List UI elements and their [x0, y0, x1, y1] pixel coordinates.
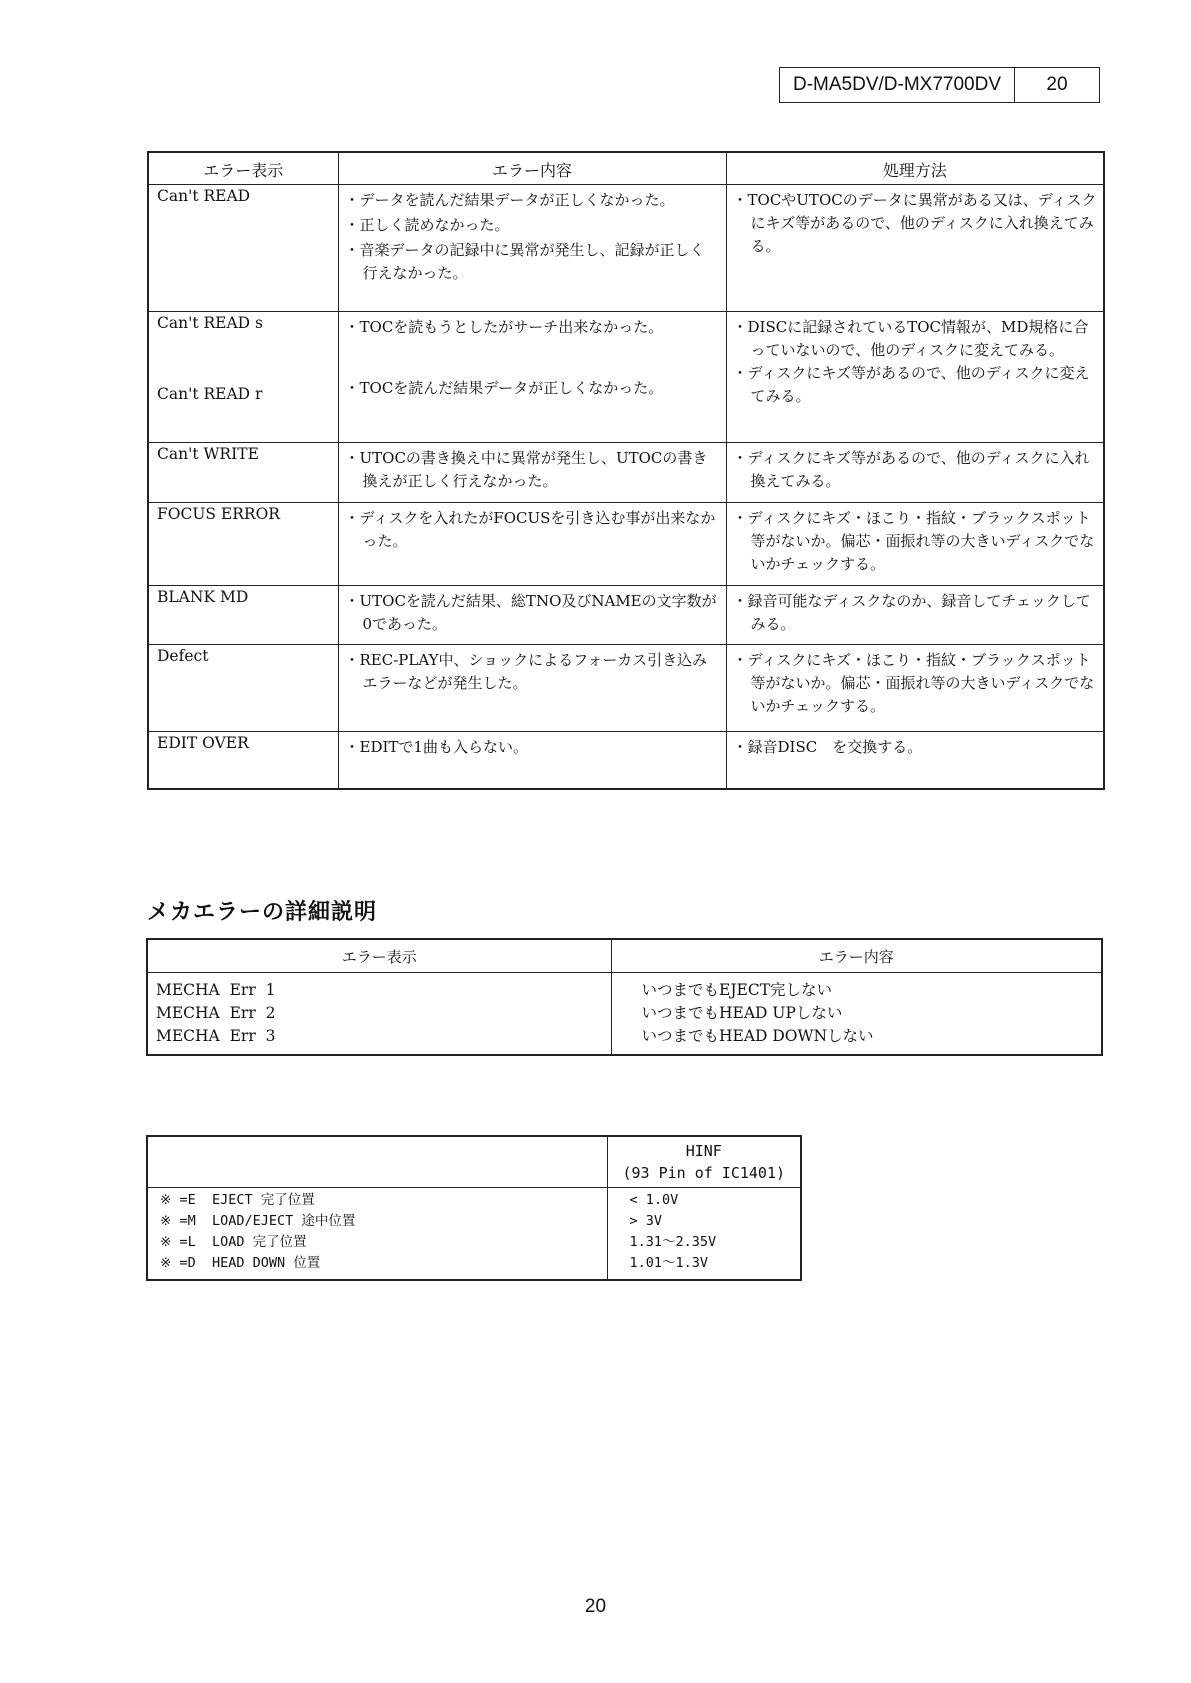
table-row [148, 312, 1104, 443]
list-item: ・ 録音可能なディスクなのか、録音してチェックしてみる。 [733, 590, 1098, 636]
error-code: Defect [157, 647, 209, 665]
list-item: ・ TOCを読んだ結果データが正しくなかった。 [345, 377, 720, 400]
error-content-cell [338, 443, 726, 503]
remedy-cell [726, 312, 1104, 443]
hinf-label: HINF [685, 1142, 722, 1160]
table-row [148, 443, 1104, 503]
doc-header [779, 67, 1100, 103]
remedy-cell [726, 586, 1104, 645]
col-header-error-content: エラー内容 [338, 152, 726, 185]
mecha-content-cell [611, 973, 1102, 1056]
model-number: D-MA5DV/D-MX7700DV [780, 68, 1015, 102]
list-item: ・ ディスクにキズ・ほこり・指紋・ブラックスポット等がないか。偏芯・面振れ等の大きいディスクでないかチェックする。 [733, 507, 1098, 576]
error-code-cell [148, 185, 338, 312]
col-header-error-display: エラー表示 [148, 152, 338, 185]
table-row [148, 645, 1104, 732]
table-row [148, 503, 1104, 586]
table-row [148, 732, 1104, 789]
error-content-cell [338, 645, 726, 732]
position-values-cell [607, 1188, 801, 1280]
error-code: Can't WRITE [157, 445, 259, 463]
section-title: メカエラーの詳細説明 [147, 900, 378, 925]
header-page-number: 20 [1046, 74, 1068, 95]
position-table [146, 1135, 802, 1281]
list-item: ・ 録音DISC を交換する。 [733, 736, 1098, 759]
error-code-cell [148, 312, 338, 443]
list-item: ・ UTOCを読んだ結果、総TNO及びNAMEの文字数が0であった。 [345, 590, 720, 636]
col-header-error-content: エラー内容 [611, 939, 1102, 973]
error-code-cell [148, 503, 338, 586]
error-code: BLANK MD [157, 588, 249, 606]
position-value: < 1.0V [629, 1192, 679, 1208]
page-number: 20 [584, 1596, 607, 1617]
error-content-cell [338, 185, 726, 312]
table-row [147, 1188, 801, 1280]
position-label: ※ =D HEAD DOWN 位置 [160, 1255, 321, 1271]
table-row [148, 586, 1104, 645]
mecha-table-header [147, 939, 1102, 973]
mecha-error-content: いつまでもEJECT完しない [641, 981, 833, 999]
error-code-cell [148, 586, 338, 645]
error-content-cell [338, 503, 726, 586]
list-item: ・ 正しく読めなかった。 [345, 214, 720, 237]
position-label: ※ =E EJECT 完了位置 [160, 1192, 315, 1208]
mecha-error-code: MECHA Err 3 [156, 1027, 276, 1045]
list-item: ・ TOCやUTOCのデータに異常がある又は、ディスクにキズ等があるので、他のディスクに入れ換えてみる。 [733, 189, 1098, 258]
col-header-error-display: エラー表示 [147, 939, 611, 973]
position-label: ※ =L LOAD 完了位置 [160, 1234, 307, 1250]
error-table [147, 151, 1105, 790]
mecha-error-code: MECHA Err 2 [156, 1004, 276, 1022]
position-value: > 3V [629, 1213, 663, 1229]
mecha-error-table [146, 938, 1103, 1056]
hinf-pin-label: (93 Pin of IC1401) [622, 1164, 786, 1182]
remedy-cell [726, 732, 1104, 789]
list-item: ・ TOCを読もうとしたがサーチ出来なかった。 [345, 316, 720, 339]
col-header-blank [147, 1136, 607, 1188]
error-code: FOCUS ERROR [157, 505, 280, 523]
list-item: ・ EDITで1曲も入らない。 [345, 736, 720, 759]
error-code: EDIT OVER [157, 734, 249, 752]
table-row [148, 185, 1104, 312]
mecha-error-code: MECHA Err 1 [156, 981, 276, 999]
position-value: 1.01～1.3V [629, 1255, 709, 1271]
position-labels-cell [147, 1188, 607, 1280]
mecha-codes-cell [147, 973, 611, 1056]
error-code: Can't READ [157, 187, 251, 205]
list-item: ・ ディスクにキズ等があるので、他のディスクに入れ換えてみる。 [733, 447, 1098, 493]
list-item: ・ ディスクを入れたがFOCUSを引き込む事が出来なかった。 [345, 507, 720, 553]
remedy-cell [726, 443, 1104, 503]
mecha-error-content: いつまでもHEAD DOWNしない [641, 1027, 874, 1045]
error-code-cell [148, 443, 338, 503]
error-table-header [148, 152, 1104, 185]
remedy-cell [726, 503, 1104, 586]
list-item: ・ REC-PLAY中、ショックによるフォーカス引き込みエラーなどが発生した。 [345, 649, 720, 695]
mecha-error-content: いつまでもHEAD UPしない [641, 1004, 843, 1022]
list-item: ・ ディスクにキズ・ほこり・指紋・ブラックスポット等がないか。偏芯・面振れ等の大きいディスクでないかチェックする。 [733, 649, 1098, 718]
table-row [147, 973, 1102, 1056]
list-item: ・ データを読んだ結果データが正しくなかった。 [345, 189, 720, 212]
remedy-cell [726, 645, 1104, 732]
col-header-hinf [607, 1136, 801, 1188]
list-item: ・ ディスクにキズ等があるので、他のディスクに変えてみる。 [733, 362, 1098, 408]
list-item: ・ UTOCの書き換え中に異常が発生し、UTOCの書き換えが正しく行えなかった。 [345, 447, 720, 493]
position-table-header [147, 1136, 801, 1188]
col-header-remedy: 処理方法 [726, 152, 1104, 185]
error-code: Can't READ r [157, 385, 263, 403]
list-item: ・ 音楽データの記録中に異常が発生し、記録が正しく行えなかった。 [345, 239, 720, 285]
error-code-cell [148, 732, 338, 789]
list-item: ・ DISCに記録されているTOC情報が、MD規格に合っていないので、他のディスクに変えてみる。 [733, 316, 1098, 362]
remedy-cell [726, 185, 1104, 312]
error-code-cell [148, 645, 338, 732]
position-value: 1.31～2.35V [629, 1234, 717, 1250]
error-content-cell [338, 586, 726, 645]
position-label: ※ =M LOAD/EJECT 途中位置 [160, 1213, 356, 1229]
error-code: Can't READ s [157, 314, 263, 332]
error-content-cell [338, 732, 726, 789]
error-content-cell [338, 312, 726, 443]
